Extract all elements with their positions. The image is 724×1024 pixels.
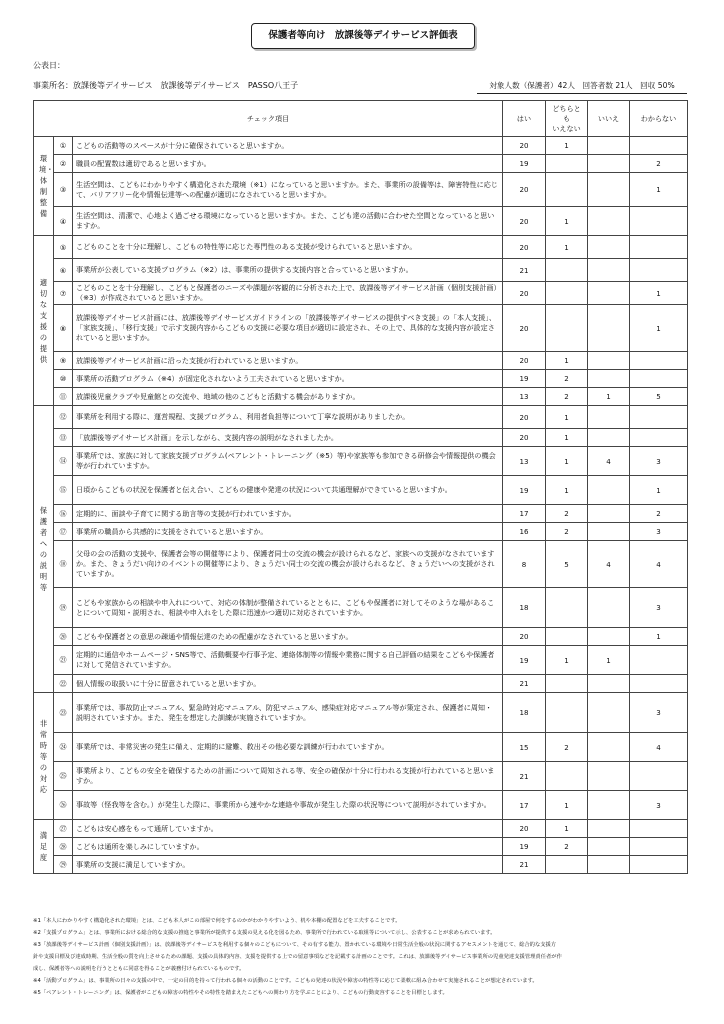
- header-yes: はい: [503, 101, 546, 137]
- answer-no: [588, 155, 630, 173]
- item-number: ⑫: [54, 406, 73, 429]
- check-item-text: 事業所では、家族に対して家族支援プログラム(ペアレント・トレーニング（※5）等)や家族等も参加できる研修会や情報提供の機会等が行われていますか。: [73, 447, 503, 476]
- answer-unknown: 3: [630, 693, 688, 733]
- answer-unknown: [630, 352, 688, 370]
- answer-unknown: 1: [630, 282, 688, 305]
- answer-unknown: [630, 259, 688, 282]
- answer-neither: 1: [546, 820, 588, 838]
- check-item-text: 放課後等デイサービス計画には、放課後等デイサービスガイドラインの「放課後等デイサービスの提供すべき支援」の「本人支援」、「家族支援」、「移行支援」で示す支援内容からこどもの支援に必要な項目が適切に設定され、その上で、具体的な支援内容が設定されていると思いますか。: [73, 305, 503, 352]
- answer-neither: [546, 305, 588, 352]
- answer-yes: 21: [503, 762, 546, 791]
- answer-no: 4: [588, 447, 630, 476]
- category-label: [34, 693, 54, 820]
- answer-neither: 5: [546, 541, 588, 588]
- check-item-text: 職員の配置数は適切であると思いますか。: [73, 155, 503, 173]
- table-row: [34, 447, 688, 476]
- check-item-text: 個人情報の取扱いに十分に留意されていると思いますか。: [73, 675, 503, 693]
- item-number: ⑭: [54, 447, 73, 476]
- answer-unknown: 5: [630, 388, 688, 406]
- answer-yes: 19: [503, 370, 546, 388]
- item-number: ③: [54, 173, 73, 207]
- answer-neither: 1: [546, 429, 588, 447]
- footnote-line: 成し、保護者等への説明を行うとともに同意を得ることが義務付けられているものです。: [33, 966, 245, 972]
- answer-yes: 20: [503, 305, 546, 352]
- answer-unknown: [630, 137, 688, 155]
- item-number: ㉒: [54, 675, 73, 693]
- item-number: ㉕: [54, 762, 73, 791]
- answer-no: [588, 588, 630, 628]
- answer-no: [588, 259, 630, 282]
- category-label: [34, 236, 54, 406]
- table-row: [34, 693, 688, 733]
- check-item-text: こどもの活動等のスペースが十分に確保されていると思いますか。: [73, 137, 503, 155]
- check-item-text: 「放課後等デイサービス計画」を示しながら、支援内容の説明がなされましたか。: [73, 429, 503, 447]
- item-number: ⑯: [54, 505, 73, 523]
- answer-no: [588, 476, 630, 505]
- table-row: [34, 207, 688, 236]
- table-row: [34, 236, 688, 259]
- answer-yes: 20: [503, 207, 546, 236]
- respondent-stats: 対象人数（保護者）42人 回答者数 21人 回収 50%: [477, 80, 687, 94]
- answer-yes: 18: [503, 588, 546, 628]
- table-row: [34, 388, 688, 406]
- answer-no: [588, 282, 630, 305]
- answer-yes: 20: [503, 429, 546, 447]
- category-text: 環境・体制整備: [39, 154, 54, 218]
- document-title: 保護者等向け 放課後等デイサービス評価表: [251, 23, 475, 49]
- answer-unknown: [630, 236, 688, 259]
- answer-neither: 1: [546, 236, 588, 259]
- item-number: ㉖: [54, 791, 73, 820]
- answer-yes: 20: [503, 236, 546, 259]
- item-number: ⑪: [54, 388, 73, 406]
- answer-neither: 2: [546, 505, 588, 523]
- answer-no: [588, 429, 630, 447]
- answer-unknown: [630, 370, 688, 388]
- answer-neither: [546, 762, 588, 791]
- table-row: [34, 282, 688, 305]
- answer-unknown: [630, 646, 688, 675]
- publish-date-label: 公表日：: [33, 61, 65, 70]
- item-number: ㉔: [54, 733, 73, 762]
- answer-no: [588, 693, 630, 733]
- answer-no: [588, 305, 630, 352]
- check-item-text: 事故等（怪我等を含む。）が発生した際に、事業所から速やかな連絡や事故が発生した際の状況等について説明がされていますか。: [73, 791, 503, 820]
- footnote-line: ※4「活動プログラム」は、事業所の日々の支援の中で、一定の目的を持って行われる個々の活動のことです。こどもの発達の状況や障害の特性等に応じて柔軟に組み合わせて実施されることが想定されています。: [33, 978, 538, 984]
- check-item-text: こどもは通所を楽しみにしていますか。: [73, 838, 503, 856]
- item-number: ⑰: [54, 523, 73, 541]
- item-number: ②: [54, 155, 73, 173]
- answer-unknown: 2: [630, 505, 688, 523]
- category-text: 満足度: [39, 831, 48, 862]
- answer-no: 1: [588, 646, 630, 675]
- answer-unknown: 1: [630, 628, 688, 646]
- check-item-text: 放課後児童クラブや児童館との交流や、地域の他のこどもと活動する機会がありますか。: [73, 388, 503, 406]
- answer-neither: 1: [546, 791, 588, 820]
- answer-no: [588, 207, 630, 236]
- answer-neither: [546, 675, 588, 693]
- item-number: ④: [54, 207, 73, 236]
- check-item-text: 事業所が公表している支援プログラム（※2）は、事業所の提供する支援内容と合っていると思いますか。: [73, 259, 503, 282]
- table-row: [34, 820, 688, 838]
- answer-no: [588, 137, 630, 155]
- check-item-text: こどものことを十分に理解し、こどもの特性等に応じた専門性のある支援が受けられていると思いますか。: [73, 236, 503, 259]
- answer-unknown: 1: [630, 476, 688, 505]
- answer-neither: [546, 259, 588, 282]
- footnote-line: ※2「支援プログラム」とは、事業所における総合的な支援の推進と事業所が提供する支援の見える化を図るため、事業所で行われている取組等について示し、公表することが求められています。: [33, 930, 496, 936]
- table-row: [34, 541, 688, 588]
- answer-yes: 20: [503, 406, 546, 429]
- answer-unknown: 1: [630, 305, 688, 352]
- header-neither: どちらとも いえない: [546, 101, 588, 137]
- table-row: [34, 370, 688, 388]
- answer-no: [588, 733, 630, 762]
- check-item-text: 事業所の職員から共感的に支援をされていると思いますか。: [73, 523, 503, 541]
- answer-yes: 20: [503, 282, 546, 305]
- answer-no: [588, 762, 630, 791]
- footnote-line: ※5「ペアレント・トレーニング」は、保護者がこどもの障害の特性やその特性を踏まえたこどもへの関わり方を学ぶことにより、こどもの行動変容することを目標とします。: [33, 990, 448, 996]
- answer-no: [588, 856, 630, 874]
- table-row: [34, 675, 688, 693]
- check-item-text: 定期的に、面談や子育てに関する助言等の支援が行われていますか。: [73, 505, 503, 523]
- check-item-text: 事業所より、こどもの安全を確保するための計画について周知される等、安全の確保が十分に行われる支援が行われていると思いますか。: [73, 762, 503, 791]
- answer-no: [588, 628, 630, 646]
- check-item-text: 事業所を利用する際に、運営規程、支援プログラム、利用者負担等について丁寧な説明がありましたか。: [73, 406, 503, 429]
- table-row: [34, 352, 688, 370]
- item-number: ⑲: [54, 588, 73, 628]
- answer-yes: 19: [503, 476, 546, 505]
- answer-unknown: 3: [630, 791, 688, 820]
- item-number: ㉙: [54, 856, 73, 874]
- table-row: [34, 305, 688, 352]
- item-number: ⑱: [54, 541, 73, 588]
- check-item-text: 事業所では、非常災害の発生に備え、定期的に避難、救出その他必要な訓練が行われていますか。: [73, 733, 503, 762]
- answer-neither: 2: [546, 370, 588, 388]
- table-row: [34, 762, 688, 791]
- answer-yes: 18: [503, 693, 546, 733]
- answer-neither: 2: [546, 838, 588, 856]
- item-number: ㉗: [54, 820, 73, 838]
- item-number: ⑬: [54, 429, 73, 447]
- answer-unknown: [630, 429, 688, 447]
- answer-unknown: 4: [630, 733, 688, 762]
- item-number: ⑦: [54, 282, 73, 305]
- answer-no: 1: [588, 388, 630, 406]
- table-row: [34, 155, 688, 173]
- answer-unknown: [630, 856, 688, 874]
- check-item-text: こどもや保護者との意思の疎通や情報伝達のための配慮がなされていると思いますか。: [73, 628, 503, 646]
- answer-neither: 1: [546, 476, 588, 505]
- answer-unknown: [630, 838, 688, 856]
- answer-yes: 21: [503, 675, 546, 693]
- answer-neither: [546, 693, 588, 733]
- category-label: [34, 406, 54, 693]
- header-no: いいえ: [588, 101, 630, 137]
- item-number: ⑧: [54, 305, 73, 352]
- check-item-text: 生活空間は、こどもにわかりやすく構造化された環境（※1）になっていると思いますか。また、事業所の設備等は、障害特性に応じて、バリアフリー化や情報伝達等への配慮が適切になされていると思いますか。: [73, 173, 503, 207]
- answer-yes: 20: [503, 137, 546, 155]
- table-row: [34, 838, 688, 856]
- category-label: [34, 820, 54, 874]
- check-item-text: 生活空間は、清潔で、心地よく過ごせる環境になっていると思いますか。また、こども達の活動に合わせた空間となっていると思いますか。: [73, 207, 503, 236]
- answer-unknown: 2: [630, 155, 688, 173]
- answer-unknown: 1: [630, 173, 688, 207]
- answer-neither: [546, 155, 588, 173]
- table-row: [34, 523, 688, 541]
- table-row: [34, 406, 688, 429]
- answer-neither: 1: [546, 352, 588, 370]
- table-row: [34, 429, 688, 447]
- answer-no: [588, 675, 630, 693]
- check-item-text: こどもや家族からの相談や申入れについて、対応の体制が整備されているとともに、こどもや保護者に対してそのような場があることについて周知・説明され、相談や申入れをした際に迅速かつ適切に対応されていますか。: [73, 588, 503, 628]
- answer-unknown: 3: [630, 588, 688, 628]
- answer-yes: 8: [503, 541, 546, 588]
- answer-neither: 1: [546, 406, 588, 429]
- answer-no: [588, 838, 630, 856]
- answer-neither: 2: [546, 388, 588, 406]
- table-row: [34, 173, 688, 207]
- answer-yes: 20: [503, 628, 546, 646]
- category-text: 非常時等の対応: [39, 718, 48, 794]
- footnote-line: ※1「本人にわかりやすく構造化された環境」とは、こども本人がこの部屋で何をするのかがわかりやすいよう、机や本棚の配置などを工夫することです。: [33, 918, 401, 924]
- answer-unknown: [630, 762, 688, 791]
- evaluation-table: [33, 100, 688, 874]
- answer-unknown: [630, 820, 688, 838]
- answer-no: [588, 523, 630, 541]
- answer-no: [588, 352, 630, 370]
- check-item-text: 事業所の支援に満足していますか。: [73, 856, 503, 874]
- check-item-text: 放課後等デイサービス計画に沿った支援が行われていると思いますか。: [73, 352, 503, 370]
- check-item-text: こどもは安心感をもって通所していますか。: [73, 820, 503, 838]
- answer-unknown: [630, 675, 688, 693]
- answer-yes: 13: [503, 388, 546, 406]
- item-number: ⑨: [54, 352, 73, 370]
- table-row: [34, 505, 688, 523]
- footnote-line: ※3「放課後等デイサービス計画（個別支援計画）」は、放課後等デイサービスを利用する個々のこどもについて、その有する能力、置かれている環境や日常生活全般の状況に関するアセスメントを通じて、総合的な支援方: [33, 942, 557, 948]
- answer-neither: 2: [546, 523, 588, 541]
- answer-unknown: 3: [630, 447, 688, 476]
- answer-neither: 1: [546, 207, 588, 236]
- answer-yes: 19: [503, 838, 546, 856]
- check-item-text: 事業所では、事故防止マニュアル、緊急時対応マニュアル、防犯マニュアル、感染症対応マニュアル等が策定され、保護者に周知・説明されていますか。また、発生を想定した訓練が実施されていますか。: [73, 693, 503, 733]
- table-row: [34, 137, 688, 155]
- category-text: 保護者への説明等: [39, 506, 48, 592]
- answer-unknown: [630, 207, 688, 236]
- item-number: ⑩: [54, 370, 73, 388]
- answer-yes: 20: [503, 173, 546, 207]
- table-row: [34, 628, 688, 646]
- item-number: ①: [54, 137, 73, 155]
- answer-no: [588, 236, 630, 259]
- answer-no: [588, 505, 630, 523]
- answer-unknown: [630, 406, 688, 429]
- answer-neither: [546, 173, 588, 207]
- answer-yes: 21: [503, 259, 546, 282]
- table-row: [34, 856, 688, 874]
- check-item-text: 日頃からこどもの状況を保護者と伝え合い、こどもの健康や発達の状況について共通理解ができていると思いますか。: [73, 476, 503, 505]
- answer-yes: 21: [503, 856, 546, 874]
- category-text: 適切な支援の提供: [39, 277, 48, 364]
- footnotes: [33, 915, 689, 999]
- answer-neither: 1: [546, 447, 588, 476]
- table-row: [34, 791, 688, 820]
- item-number: ⑮: [54, 476, 73, 505]
- category-label: [34, 137, 54, 236]
- answer-neither: [546, 856, 588, 874]
- answer-unknown: 4: [630, 541, 688, 588]
- answer-no: [588, 370, 630, 388]
- item-number: ⑥: [54, 259, 73, 282]
- answer-neither: 1: [546, 137, 588, 155]
- table-row: [34, 646, 688, 675]
- check-item-text: 定期的に通信やホームページ・SNS等で、活動概要や行事予定、連絡体制等の情報や業務に関する自己評価の結果をこどもや保護者に対して発信されていますか。: [73, 646, 503, 675]
- item-number: ⑳: [54, 628, 73, 646]
- office-name: 事業所名：放課後等デイサービス 放課後等デイサービス PASSO八王子: [33, 81, 299, 90]
- footnote-line: 針や支援目標及び達成時期、生活全般の質を向上させるための課題、支援の具体的内容、支援を提供する上での留意事項などを記載する計画のことです。これは、放課後等デイサービス事業所の児童発達支援管理責任者が作: [33, 954, 562, 960]
- header-unknown: わからない: [630, 101, 688, 137]
- check-item-text: 父母の会の活動の支援や、保護者会等の開催等により、保護者同士の交流の機会が設けられるなど、家族への支援がなされていますか。また、きょうだい向けのイベントの開催等により、きょうだい同士の交流の機会が設けられるなど、きょうだいへの支援がされていますか。: [73, 541, 503, 588]
- table-row: [34, 588, 688, 628]
- item-number: ㉘: [54, 838, 73, 856]
- answer-yes: 17: [503, 505, 546, 523]
- table-row: [34, 476, 688, 505]
- answer-yes: 17: [503, 791, 546, 820]
- answer-no: [588, 173, 630, 207]
- table-row: [34, 733, 688, 762]
- answer-yes: 20: [503, 820, 546, 838]
- table-header-row: [34, 101, 688, 137]
- answer-no: [588, 791, 630, 820]
- answer-yes: 16: [503, 523, 546, 541]
- check-item-text: 事業所の活動プログラム（※4）が固定化されないよう工夫されていると思いますか。: [73, 370, 503, 388]
- answer-neither: 2: [546, 733, 588, 762]
- answer-yes: 20: [503, 352, 546, 370]
- answer-unknown: 3: [630, 523, 688, 541]
- answer-yes: 15: [503, 733, 546, 762]
- answer-neither: [546, 282, 588, 305]
- answer-yes: 19: [503, 155, 546, 173]
- answer-no: 4: [588, 541, 630, 588]
- answer-no: [588, 820, 630, 838]
- table-row: [34, 259, 688, 282]
- item-number: ㉓: [54, 693, 73, 733]
- check-item-text: こどものことを十分理解し、こどもと保護者のニーズや課題が客観的に分析された上で、放課後等デイサービス計画（個別支援計画）（※3）が作成されていると思いますか。: [73, 282, 503, 305]
- item-number: ㉑: [54, 646, 73, 675]
- answer-yes: 13: [503, 447, 546, 476]
- answer-neither: [546, 628, 588, 646]
- answer-no: [588, 406, 630, 429]
- answer-neither: [546, 588, 588, 628]
- answer-yes: 19: [503, 646, 546, 675]
- header-check-item: チェック項目: [34, 101, 503, 137]
- answer-neither: 1: [546, 646, 588, 675]
- item-number: ⑤: [54, 236, 73, 259]
